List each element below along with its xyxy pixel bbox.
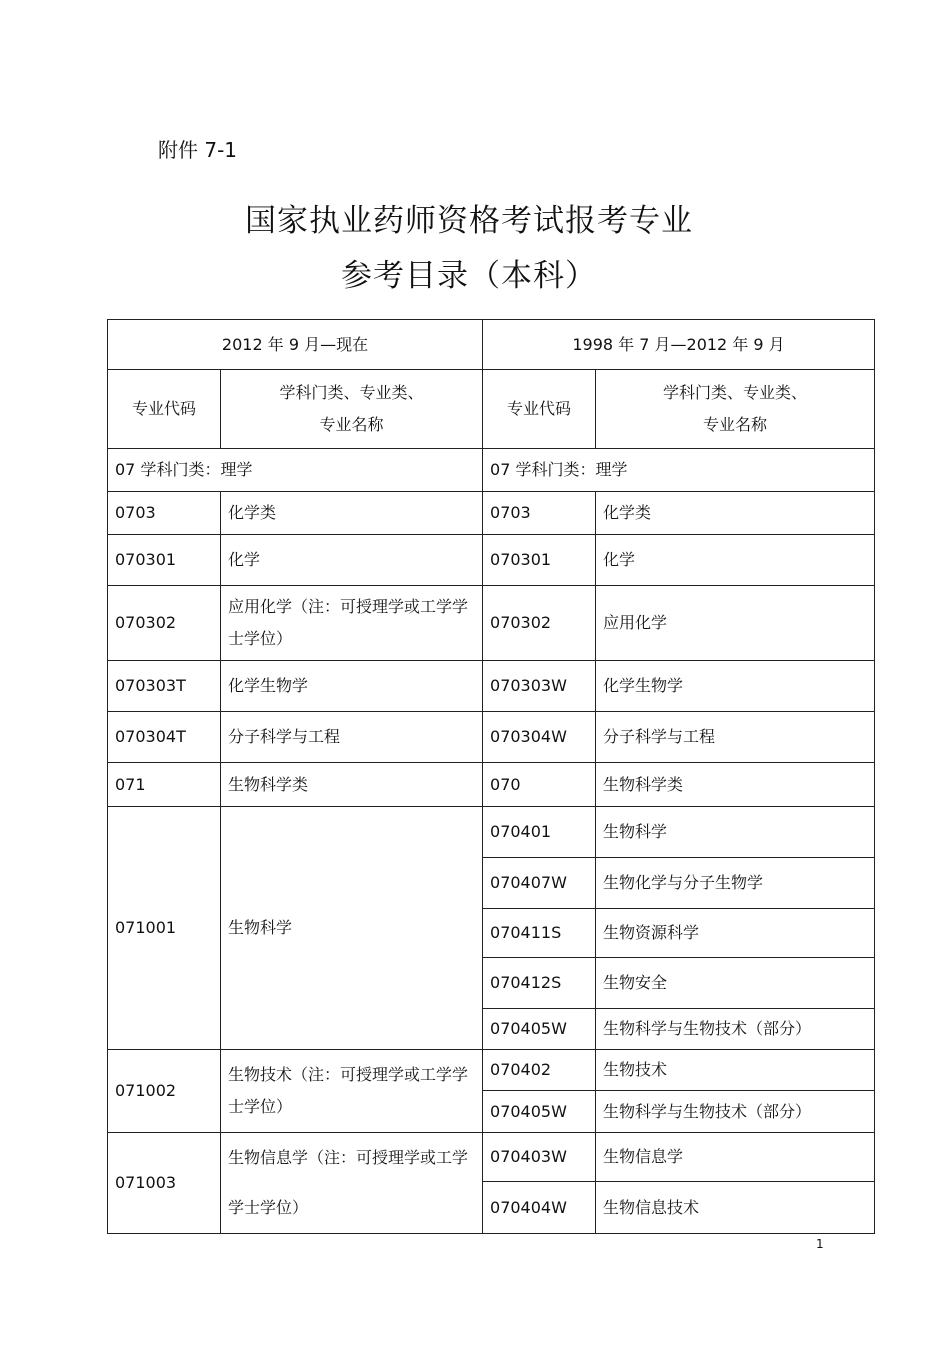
old-code: 070303W <box>483 661 596 712</box>
old-code: 070407W <box>483 858 596 909</box>
new-name: 生物科学 <box>221 807 483 1050</box>
new-code: 071001 <box>108 807 221 1050</box>
old-code: 070304W <box>483 712 596 763</box>
catalog-table <box>107 319 875 1234</box>
old-name: 化学类 <box>596 492 875 535</box>
table-row <box>108 712 875 763</box>
old-code: 070411S <box>483 909 596 958</box>
old-code: 070 <box>483 763 596 807</box>
attachment-label: 附件 7-1 <box>158 138 238 162</box>
name-header-old-line-1: 学科门类、专业类、 <box>663 383 808 402</box>
old-code: 070401 <box>483 807 596 858</box>
old-code: 070405W <box>483 1091 596 1133</box>
new-code: 071003 <box>108 1133 221 1234</box>
page-number: 1 <box>816 1237 824 1251</box>
old-name: 生物科学与生物技术（部分） <box>596 1091 875 1133</box>
page-title-line-1: 国家执业药师资格考试报考专业 <box>245 203 693 239</box>
new-name: 化学 <box>221 535 483 586</box>
code-header-old: 专业代码 <box>483 370 596 449</box>
old-name: 生物科学 <box>596 807 875 858</box>
old-code: 070412S <box>483 958 596 1009</box>
old-code: 070301 <box>483 535 596 586</box>
old-code: 070302 <box>483 586 596 661</box>
name-header-old-line-2: 专业名称 <box>703 415 768 434</box>
period-header-row <box>108 320 875 370</box>
name-header-line-2: 专业名称 <box>319 415 384 434</box>
old-name: 生物化学与分子生物学 <box>596 858 875 909</box>
table-row <box>108 1050 875 1091</box>
new-code: 070301 <box>108 535 221 586</box>
category-old: 07 学科门类：理学 <box>483 449 875 492</box>
old-code: 070403W <box>483 1133 596 1182</box>
category-row <box>108 449 875 492</box>
table-row <box>108 661 875 712</box>
old-name: 化学生物学 <box>596 661 875 712</box>
name-header-line-1: 学科门类、专业类、 <box>279 383 424 402</box>
code-header: 专业代码 <box>108 370 221 449</box>
old-name: 生物科学类 <box>596 763 875 807</box>
old-code: 070404W <box>483 1182 596 1234</box>
table-row <box>108 535 875 586</box>
old-name: 生物资源科学 <box>596 909 875 958</box>
old-code: 070405W <box>483 1009 596 1050</box>
new-name: 化学生物学 <box>221 661 483 712</box>
new-name: 应用化学（注：可授理学或工学学士学位） <box>221 586 483 661</box>
old-code: 070402 <box>483 1050 596 1091</box>
new-code: 070302 <box>108 586 221 661</box>
table-row <box>108 807 875 858</box>
old-name: 生物信息技术 <box>596 1182 875 1234</box>
old-name: 生物技术 <box>596 1050 875 1091</box>
old-name: 生物安全 <box>596 958 875 1009</box>
page-title-line-2: 参考目录（本科） <box>341 258 597 294</box>
table-row <box>108 763 875 807</box>
period-new-header: 2012 年 9 月—现在 <box>108 320 483 370</box>
period-old-header: 1998 年 7 月—2012 年 9 月 <box>483 320 875 370</box>
category-new: 07 学科门类：理学 <box>108 449 483 492</box>
old-code: 0703 <box>483 492 596 535</box>
new-code: 071 <box>108 763 221 807</box>
old-name: 生物信息学 <box>596 1133 875 1182</box>
table-row <box>108 492 875 535</box>
old-name: 应用化学 <box>596 586 875 661</box>
name-header <box>221 370 483 449</box>
new-name: 生物技术（注：可授理学或工学学士学位） <box>221 1050 483 1133</box>
new-code: 071002 <box>108 1050 221 1133</box>
new-name: 分子科学与工程 <box>221 712 483 763</box>
new-code: 0703 <box>108 492 221 535</box>
table-row <box>108 1133 875 1182</box>
new-name: 生物科学类 <box>221 763 483 807</box>
column-header-row <box>108 370 875 449</box>
old-name: 分子科学与工程 <box>596 712 875 763</box>
new-name: 生物信息学（注：可授理学或工学学士学位） <box>221 1133 483 1234</box>
name-header-old <box>596 370 875 449</box>
table-row <box>108 586 875 661</box>
new-code: 070304T <box>108 712 221 763</box>
old-name: 生物科学与生物技术（部分） <box>596 1009 875 1050</box>
old-name: 化学 <box>596 535 875 586</box>
new-code: 070303T <box>108 661 221 712</box>
new-name: 化学类 <box>221 492 483 535</box>
